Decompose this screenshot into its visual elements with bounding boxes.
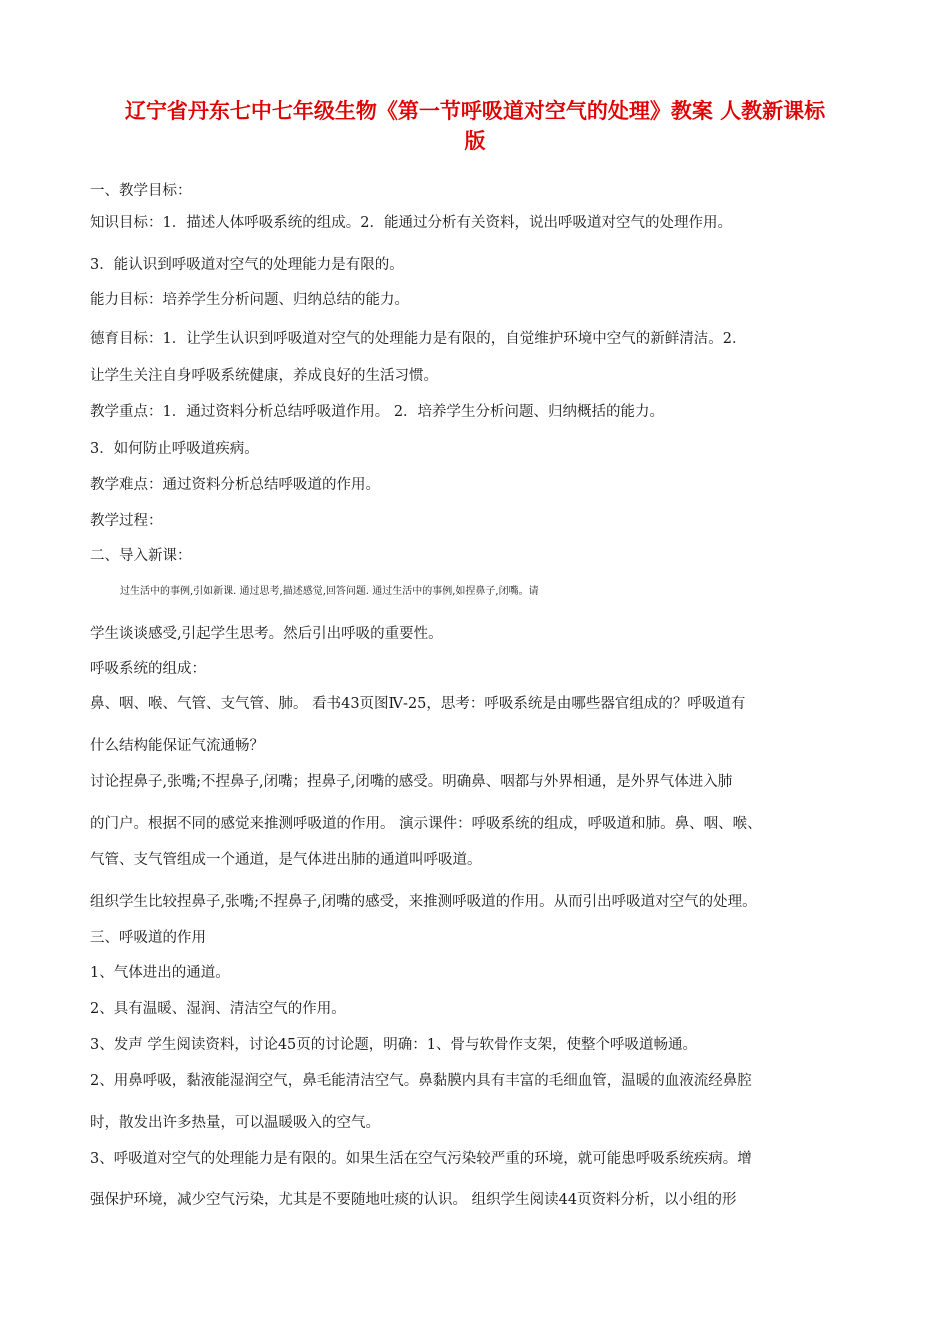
paragraph-line: 教学重点：1．通过资料分析总结呼吸道作用。 2．培养学生分析问题、归纳概括的能力。 — [90, 404, 665, 420]
paragraph-line: 3．能认识到呼吸道对空气的处理能力是有限的。 — [90, 257, 404, 273]
paragraph-line: 时，散发出许多热量，可以温暖吸入的空气。 — [90, 1115, 380, 1131]
paragraph-line: 的门户。根据不同的感觉来推测呼吸道的作用。 演示课件：呼吸系统的组成，呼吸道和肺。鼻、咽、喉、 — [90, 816, 762, 832]
paragraph-line: 让学生关注自身呼吸系统健康，养成良好的生活习惯。 — [90, 368, 438, 384]
list-item: 3、发声 学生阅读资料，讨论45页的讨论题，明确：1、骨与软骨作支架，使整个呼吸道畅通。 — [90, 1037, 698, 1053]
paragraph-line: 鼻、咽、喉、气管、支气管、肺。 看书43页图Ⅳ-25，思考：呼吸系统是由哪些器官组成的？呼吸道有 — [90, 696, 746, 712]
document-title — [90, 96, 860, 156]
list-item: 3、呼吸道对空气的处理能力是有限的。如果生活在空气污染较严重的环境，就可能患呼吸系统疾病。增 — [90, 1151, 752, 1167]
paragraph-line: 教学难点：通过资料分析总结呼吸道的作用。 — [90, 477, 380, 493]
section-heading: 一、教学目标： — [90, 183, 192, 199]
title-line-1: 辽宁省丹东七中七年级生物《第一节呼吸道对空气的处理》教案 人教新课标 — [124, 99, 826, 123]
section-heading: 三、呼吸道的作用 — [90, 930, 206, 946]
paragraph-line: 德育目标：1．让学生认识到呼吸道对空气的处理能力是有限的，自觉维护环境中空气的新鲜清洁。2． — [90, 331, 747, 347]
paragraph-line: 过生活中的事例,引如新课. 通过思考,描述感觉,回答问题. 通过生活中的事例,如捏鼻子,闭嘴。请 — [120, 586, 539, 597]
paragraph-line: 教学过程： — [90, 513, 163, 529]
paragraph-line: 组织学生比较捏鼻子,张嘴;不捏鼻子,闭嘴的感受，来推测呼吸道的作用。从而引出呼吸道对空气的处理。 — [90, 894, 757, 910]
paragraph-line: 气管、支气管组成一个通道，是气体进出肺的通道叫呼吸道。 — [90, 852, 482, 868]
list-item: 1、气体进出的通道。 — [90, 965, 230, 981]
paragraph-line: 知识目标：1．描述人体呼吸系统的组成。2．能通过分析有关资料，说出呼吸道对空气的处理作用。 — [90, 215, 732, 231]
list-item: 2、用鼻呼吸，黏液能湿润空气，鼻毛能清洁空气。鼻黏膜内具有丰富的毛细血管，温暖的血液流经鼻腔 — [90, 1073, 752, 1089]
paragraph-line: 呼吸系统的组成： — [90, 661, 206, 677]
paragraph-line: 什么结构能保证气流通畅？ — [90, 738, 264, 754]
paragraph-line: 讨论捏鼻子,张嘴;不捏鼻子,闭嘴；捏鼻子,闭嘴的感受。明确鼻、咽都与外界相通，是外界气体进入肺 — [90, 774, 733, 790]
title-line-2: 版 — [464, 129, 486, 153]
section-heading: 二、导入新课： — [90, 548, 192, 564]
paragraph-line: 强保护环境，减少空气污染，尤其是不要随地吐痰的认识。 组织学生阅读44页资料分析，以小组的形 — [90, 1192, 737, 1208]
list-item: 2、具有温暖、湿润、清洁空气的作用。 — [90, 1001, 346, 1017]
paragraph-line: 学生谈谈感受,引起学生思考。然后引出呼吸的重要性。 — [90, 626, 443, 642]
paragraph-line: 3．如何防止呼吸道疾病。 — [90, 441, 259, 457]
paragraph-line: 能力目标：培养学生分析问题、归纳总结的能力。 — [90, 292, 409, 308]
